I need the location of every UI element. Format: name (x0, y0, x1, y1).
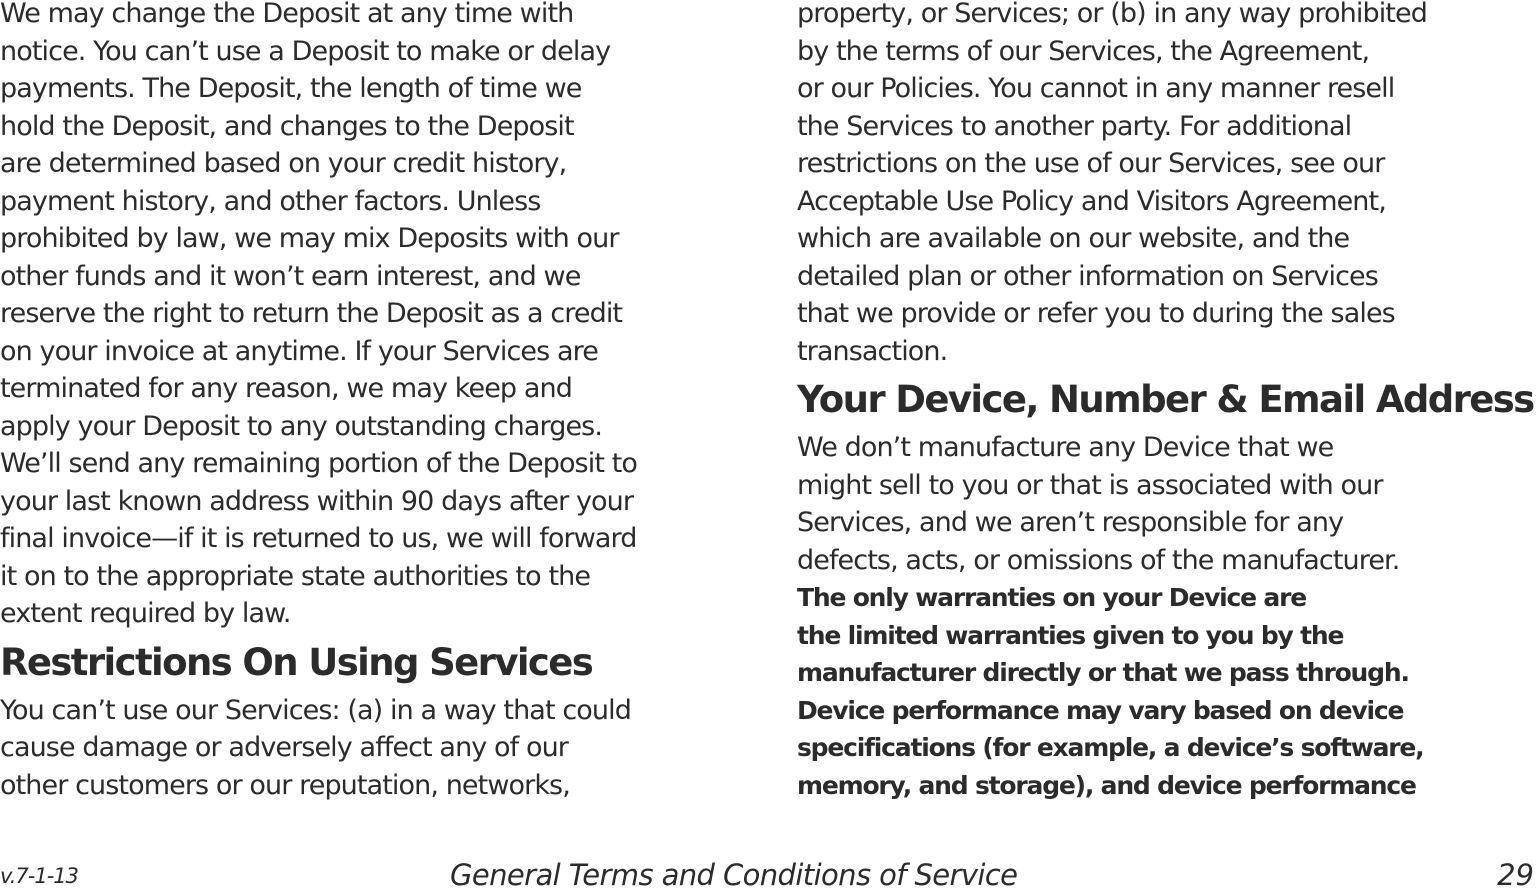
text-line: We’ll send any remaining portion of the Deposit to (0, 448, 638, 479)
text-line: defects, acts, or omissions of the manufacturer. (797, 544, 1400, 576)
right-column (797, 0, 1536, 804)
text-line: notice. You can’t use a Deposit to make or delay (0, 35, 611, 67)
bold-text-line: The only warranties on your Device are (797, 583, 1306, 612)
text-line: might sell to you or that is associated with our (797, 469, 1383, 501)
text-line: or our Policies. You cannot in any manner resell (797, 73, 1395, 104)
text-line: payment history, and other factors. Unless (0, 185, 541, 217)
section-heading-device: Your Device, Number & Email Address (797, 378, 1534, 421)
bold-text-line: the limited warranties given to you by the (797, 620, 1344, 650)
text-line: by the terms of our Services, the Agreement, (797, 35, 1370, 67)
text-line: payments. The Deposit, the length of time we (0, 73, 582, 104)
bold-text-line: Device performance may vary based on device (797, 695, 1404, 725)
text-line: hold the Deposit, and changes to the Deposit (0, 110, 574, 142)
text-line: that we provide or refer you to during the sales (797, 298, 1395, 329)
page-number: 29 (1497, 858, 1534, 892)
text-line: extent required by law. (0, 598, 291, 629)
deposit-paragraph (0, 0, 760, 633)
document-title: General Terms and Conditions of Service (450, 858, 1018, 892)
left-column (0, 0, 760, 804)
text-line: prohibited by law, we may mix Deposits with our (0, 223, 619, 254)
text-line: apply your Deposit to any outstanding charges. (0, 410, 603, 442)
text-line: property, or Services; or (b) in any way prohibited (797, 0, 1427, 29)
text-line: reserve the right to return the Deposit as a credit (0, 298, 623, 329)
version-label: v.7-1-13 (0, 864, 78, 888)
text-line: transaction. (797, 335, 948, 367)
text-line: are determined based on your credit history, (0, 148, 567, 179)
text-line: terminated for any reason, we may keep and (0, 373, 572, 404)
page-footer (0, 856, 1536, 890)
text-line: final invoice—if it is returned to us, we will forward (0, 523, 637, 554)
text-line: detailed plan or other information on Services (797, 260, 1378, 292)
text-line: it on to the appropriate state authorities to the (0, 560, 591, 592)
text-line: which are available on our website, and the (797, 223, 1350, 254)
text-line: the Services to another party. For additional (797, 110, 1352, 142)
bold-text-line: manufacturer directly or that we pass through. (797, 658, 1409, 687)
restrictions-continued-paragraph (797, 0, 1536, 370)
section-heading-restrictions: Restrictions On Using Services (0, 640, 593, 684)
text-line: cause damage or adversely affect any of our (0, 732, 568, 763)
text-line: Acceptable Use Policy and Visitors Agreement, (797, 185, 1386, 217)
text-line: other customers or our reputation, networks, (0, 769, 570, 801)
text-line: restrictions on the use of our Services, see our (797, 148, 1385, 179)
text-line: We don’t manufacture any Device that we (797, 432, 1334, 463)
text-line: Services, and we aren’t responsible for any (797, 507, 1344, 538)
text-line: other funds and it won’t earn interest, and we (0, 260, 581, 292)
text-line: your last known address within 90 days after your (0, 485, 634, 517)
device-paragraph (797, 429, 1536, 804)
bold-text-line: specifications (for example, a device’s software, (797, 733, 1424, 762)
text-line: on your invoice at anytime. If your Services are (0, 335, 598, 367)
text-line: We may change the Deposit at any time with (0, 0, 574, 29)
bold-text-line: memory, and storage), and device performance (797, 770, 1416, 800)
text-line: You can’t use our Services: (a) in a way that could (0, 694, 631, 726)
restrictions-paragraph (0, 692, 760, 805)
